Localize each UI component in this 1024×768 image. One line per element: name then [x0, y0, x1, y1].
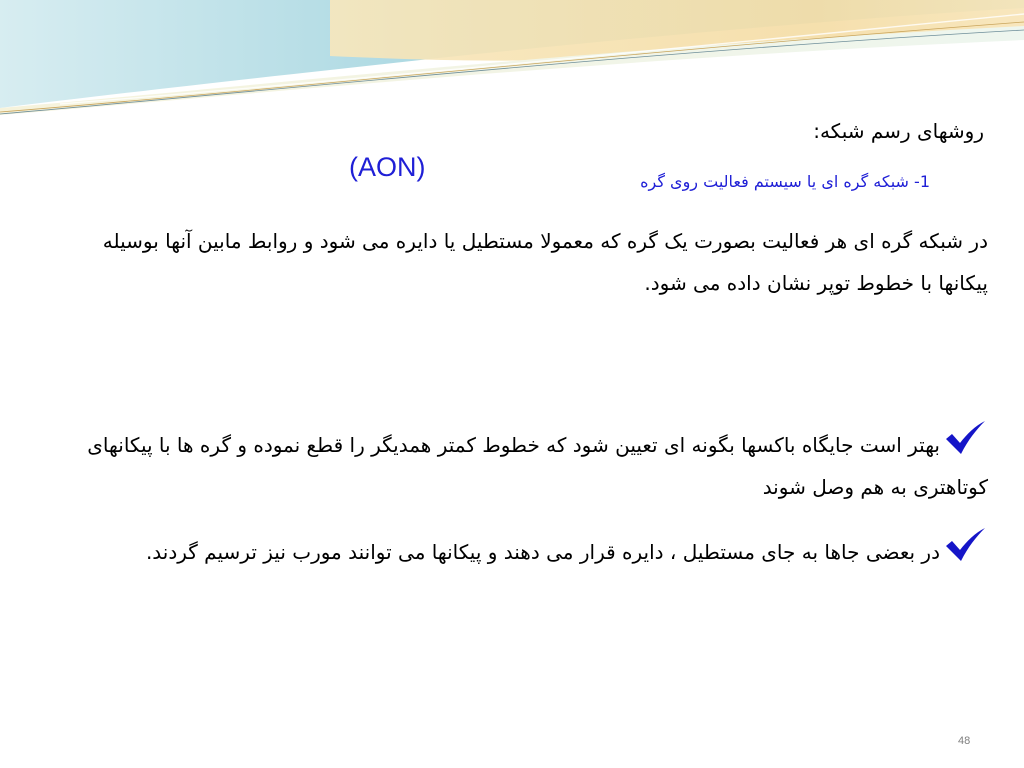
- section-heading: روشهای رسم شبکه:: [813, 119, 984, 143]
- checkmark-icon: [942, 527, 988, 563]
- bullet-text: در بعضی جاها به جای مستطیل ، دایره قرار می دهند و پیکانها می توانند مورب نیز ترسیم گردند.: [145, 540, 940, 564]
- page-number: 48: [958, 735, 971, 747]
- header-wave-decoration: [0, 0, 1024, 120]
- bullet-text: بهتر است جایگاه باکسها بگونه ای تعیین شود که خطوط کمتر همدیگر را قطع نموده و گره ها با پیکانهای کوتاهتری به هم وصل شوند: [87, 433, 988, 499]
- description-paragraph: در شبکه گره ای هر فعالیت بصورت یک گره که معمولا مستطیل یا دایره می شود و روابط مابین آنها بوسیله پیکانها با خطوط توپر نشان داده می شود.: [102, 229, 988, 295]
- aon-label: (AON): [349, 152, 426, 182]
- section-subheading: 1- شبکه گره ای یا سیستم فعالیت روی گره: [640, 172, 930, 191]
- bullet-item: [48, 527, 988, 573]
- bullet-item: [58, 420, 988, 508]
- checkmark-icon: [942, 420, 988, 456]
